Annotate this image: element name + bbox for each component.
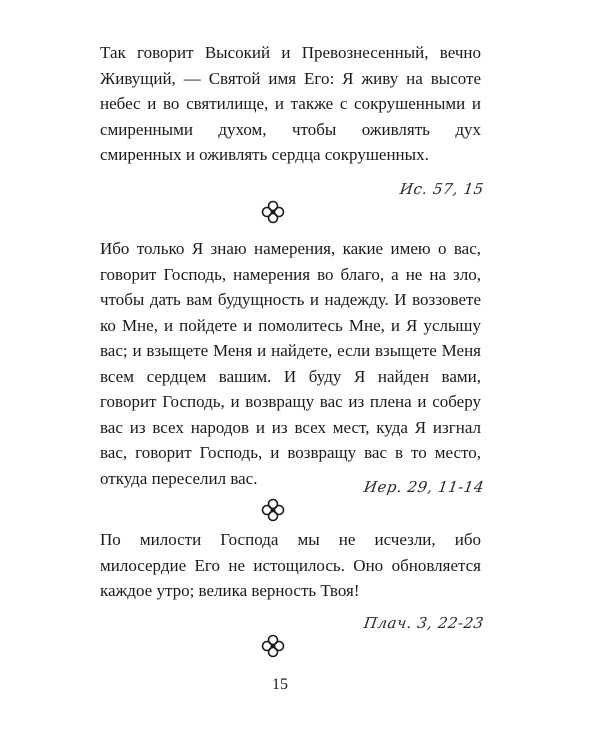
passage-text: По милости Господа мы не исчезли, ибо милосердие Его не истощилось. Оно обновляется каждое утро; велика верность Твоя! — [100, 530, 481, 600]
passage-2 — [100, 236, 481, 491]
passage-3 — [100, 527, 481, 604]
quatrefoil-ornament-icon — [260, 199, 286, 225]
passage-text: Ибо только Я знаю намерения, какие имею о вас, говорит Господь, намерения во благо, а не на зло, чтобы дать вам будущность и надежду. И воззовете ко Мне, и пойдете и помолитесь Мне, и Я услышу вас; и взыщете Меня и найдете, если взыщете Меня всем сердцем вашим. И буду Я найден вами, говорит Господь, и возвращу вас из плена и соберу вас из всех народов и из всех мест, куда Я изгнал вас, говорит Господь, и возвращу вас в то место, откуда переселил вас. — [100, 239, 481, 488]
quatrefoil-ornament-icon — [260, 633, 286, 659]
passage-reference: Плач. 3, 22-23 — [362, 614, 486, 632]
passage-text: Так говорит Высокий и Превознесенный, вечно Живущий, — Святой имя Его: Я живу на высоте небес и во святилище, и также с сокрушенными и смиренными духом, чтобы оживлять дух смиренных и оживлять сердца сокрушенных. — [100, 43, 481, 164]
passage-1 — [100, 40, 481, 168]
passage-reference: Иер. 29, 11-14 — [362, 478, 486, 496]
passage-reference: Ис. 57, 15 — [399, 180, 486, 198]
quatrefoil-ornament-icon — [260, 497, 286, 523]
page-number: 15 — [272, 676, 288, 693]
